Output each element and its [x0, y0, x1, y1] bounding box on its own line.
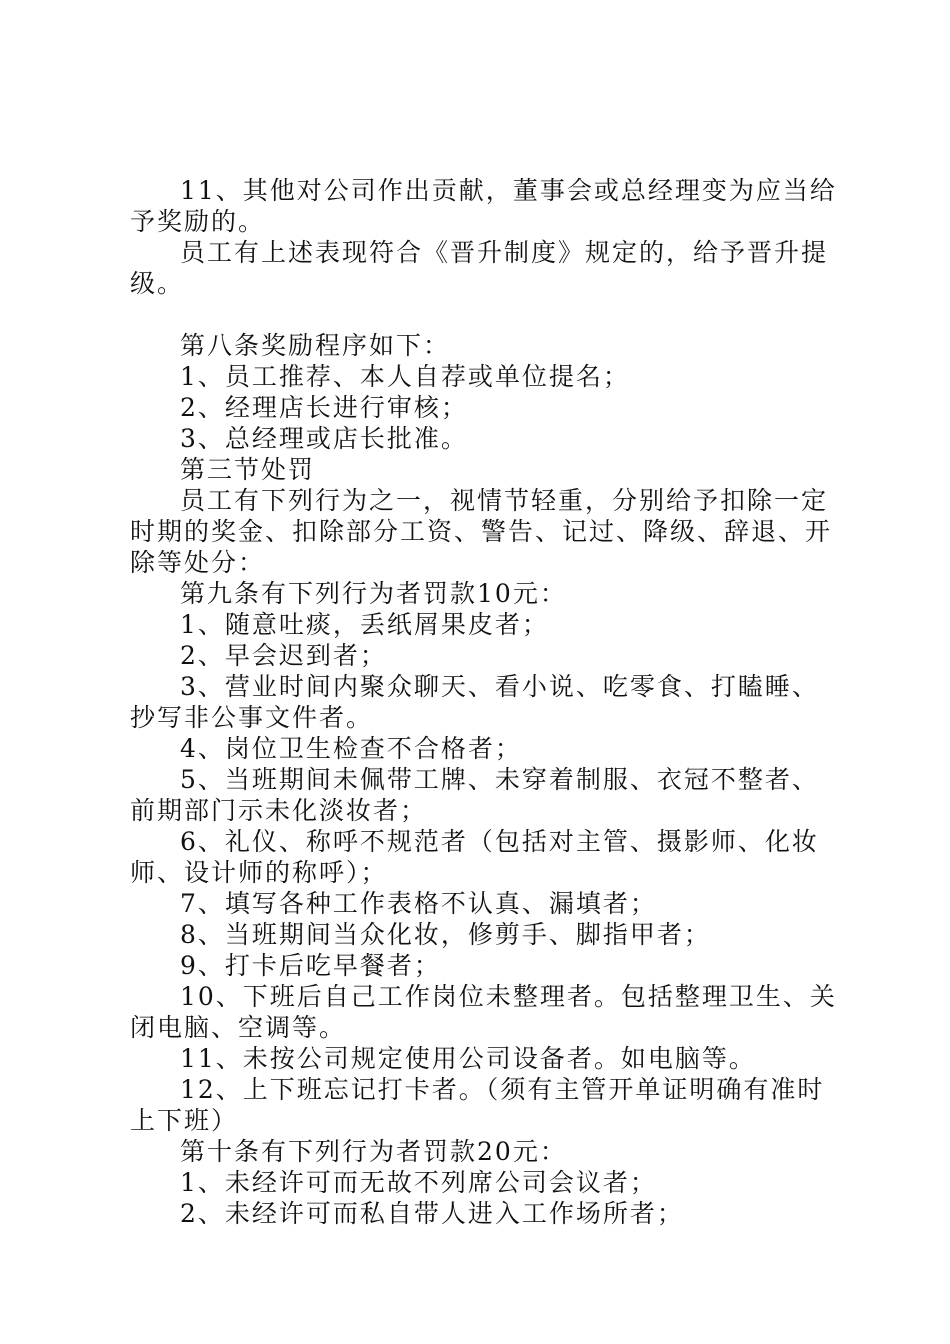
list-item: 2、经理店长进行审核；	[180, 393, 468, 422]
list-item: 1、未经许可而无故不列席公司会议者；	[180, 1168, 657, 1197]
document-body	[130, 175, 840, 1229]
list-item: 3、营业时间内聚众聊天、看小说、吃零食、打瞌睡、抄写非公事文件者。	[130, 672, 819, 732]
list-item: 11、未按公司规定使用公司设备者。如电脑等。	[180, 1044, 756, 1073]
paragraph-other-contribution: 11、其他对公司作出贡献，董事会或总经理变为应当给予奖励的。	[130, 176, 837, 236]
punishment-intro: 员工有下列行为之一，视情节轻重，分别给予扣除一定时期的奖金、扣除部分工资、警告、记过、降级、辞退、开除等处分：	[130, 486, 833, 577]
list-item: 10、下班后自己工作岗位未整理者。包括整理卫生、关闭电脑、空调等。	[130, 982, 837, 1042]
list-item: 4、岗位卫生检查不合格者；	[180, 734, 522, 763]
list-item: 12、上下班忘记打卡者。（须有主管开单证明确有准时上下班）	[130, 1075, 825, 1135]
paragraph-gap	[130, 299, 840, 330]
list-item: 2、未经许可而私自带人进入工作场所者；	[180, 1199, 684, 1228]
list-item: 7、填写各种工作表格不认真、漏填者；	[180, 889, 657, 918]
list-item: 8、当班期间当众化妆，修剪手、脚指甲者；	[180, 920, 711, 949]
list-item: 1、员工推荐、本人自荐或单位提名；	[180, 362, 630, 391]
list-item: 1、随意吐痰，丢纸屑果皮者；	[180, 610, 549, 639]
list-item: 6、礼仪、称呼不规范者（包括对主管、摄影师、化妆师、设计师的称呼）；	[130, 827, 819, 887]
article-9-heading: 第九条有下列行为者罚款10元：	[180, 579, 567, 608]
list-item: 2、早会迟到者；	[180, 641, 387, 670]
article-10-heading: 第十条有下列行为者罚款20元：	[180, 1137, 567, 1166]
list-item: 5、当班期间未佩带工牌、未穿着制服、衣冠不整者、前期部门示未化淡妆者；	[130, 765, 819, 825]
article-8-heading: 第八条奖励程序如下：	[180, 331, 451, 360]
paragraph-promotion: 员工有上述表现符合《晋升制度》规定的，给予晋升提级。	[130, 238, 829, 298]
list-item: 9、打卡后吃早餐者；	[180, 951, 441, 980]
section-3-heading: 第三节处罚	[180, 455, 316, 484]
list-item: 3、总经理或店长批准。	[180, 424, 468, 453]
